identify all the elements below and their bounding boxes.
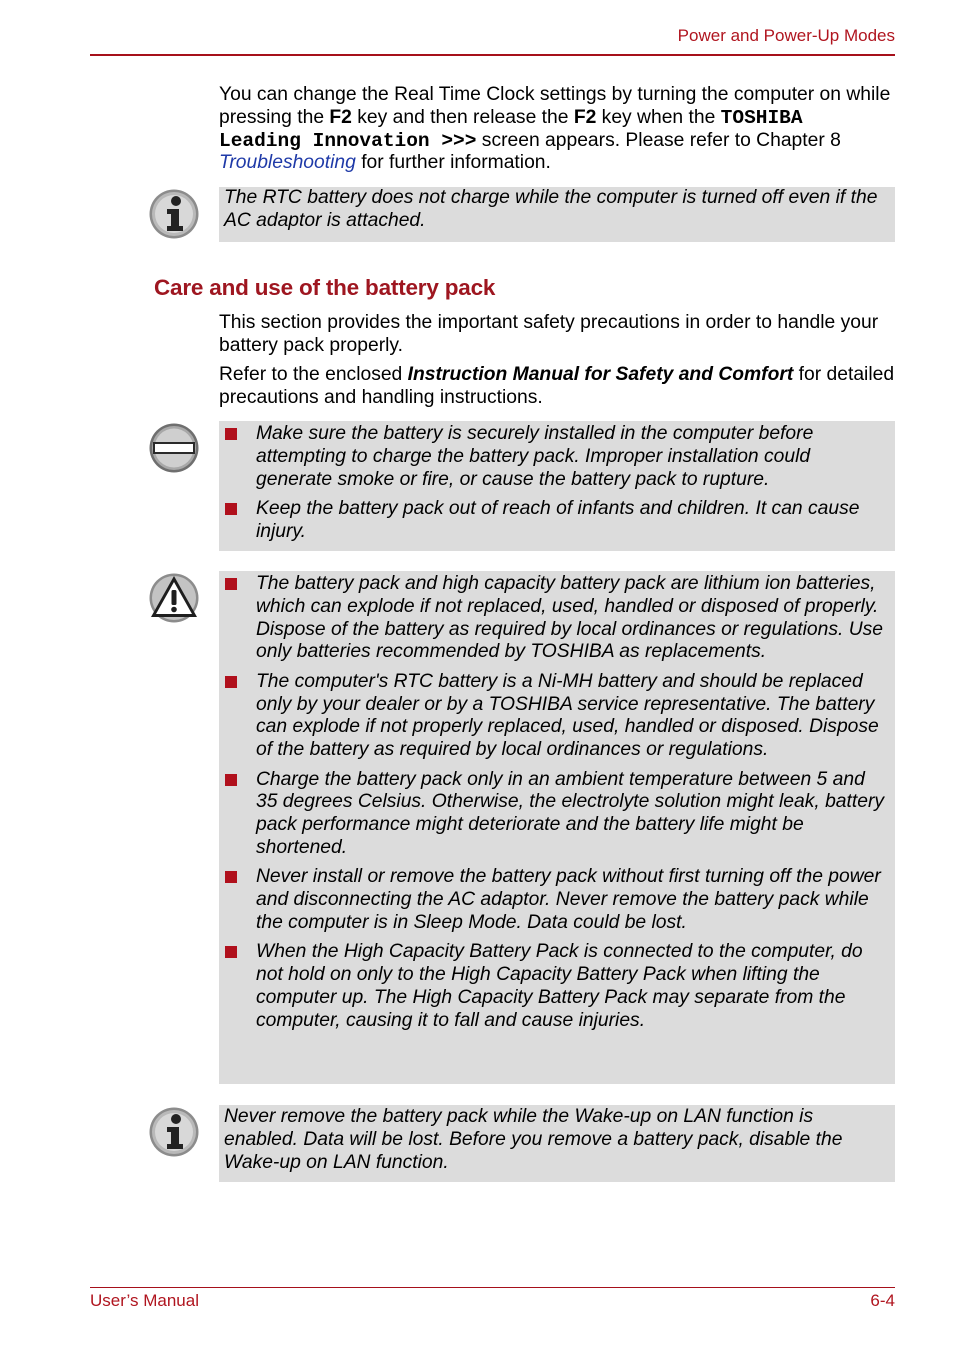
list-item — [219, 866, 895, 934]
note-wake-on-lan — [219, 1105, 895, 1182]
section-p2-text-a: Refer to the enclosed — [219, 364, 408, 385]
screen-message: TOSHIBA Leading Innovation >>> — [219, 106, 803, 152]
intro-text-3: key when the — [596, 106, 721, 128]
list-item-text: The computer's RTC battery is a Ni-MH battery and should be replaced only by your dealer or by a TOSHIBA service representative. The battery can explode if not properly replaced, used, handled or disposed. Dispose of the battery as required by local ordinances or regulations. — [256, 670, 879, 761]
footer-rule — [90, 1287, 895, 1288]
list-item — [219, 573, 895, 664]
running-header: Power and Power-Up Modes — [677, 26, 895, 45]
warning-list — [219, 573, 895, 1033]
intro-text-5: for further information. — [355, 152, 551, 174]
caution-icon — [148, 422, 200, 474]
section-paragraph-2 — [219, 364, 895, 410]
list-item-text: Charge the battery pack only in an ambient temperature between 5 and 35 degrees Celsius. Otherwise, the electrolyte solution might leak, battery pack performance might deteriorate and the battery life might be shortened. — [256, 768, 885, 858]
bullet-square-icon — [225, 774, 237, 786]
troubleshooting-link[interactable]: Troubleshooting — [219, 152, 356, 174]
header-rule — [90, 54, 895, 56]
warning-icon — [148, 572, 200, 624]
page-number: 6-4 — [870, 1291, 895, 1310]
footer-manual-title: User’s Manual — [90, 1291, 199, 1310]
key-f2: F2 — [329, 106, 352, 128]
bullet-square-icon — [225, 946, 237, 958]
list-item — [219, 423, 895, 491]
bullet-square-icon — [225, 871, 237, 883]
info-icon — [148, 1106, 200, 1158]
intro-text-4: screen appears. Please refer to Chapter 8 — [476, 129, 841, 151]
list-item-text: Make sure the battery is securely installed in the computer before attempting to charge the battery pack. Improper installation could generate smoke or fire, or cause the battery pack to rupture. — [256, 423, 814, 490]
caution-list — [219, 423, 895, 544]
info-icon — [148, 188, 200, 240]
intro-text-1: You can change the Real Time Clock settings by turning the computer on while pressing the — [219, 84, 891, 128]
note-rtc — [219, 187, 895, 242]
list-item — [219, 941, 895, 1032]
note-rtc-text: The RTC battery does not charge while the computer is turned off even if the AC adaptor is attached. — [224, 187, 878, 231]
intro-text-2: key and then release the — [351, 106, 574, 128]
list-item — [219, 769, 895, 860]
bullet-square-icon — [225, 676, 237, 688]
bullet-square-icon — [225, 503, 237, 515]
note-wol-text: Never remove the battery pack while the Wake-up on LAN function is enabled. Data will be lost. Before you remove a battery pack, disable the Wake-up on LAN function. — [224, 1106, 843, 1173]
intro-paragraph — [219, 84, 895, 175]
list-item-text: Never install or remove the battery pack without first turning off the power and disconnecting the AC adaptor. Never remove the battery pack while the computer is in Sleep Mode. Data could be lost. — [256, 866, 881, 933]
list-item-text: When the High Capacity Battery Pack is connected to the computer, do not hold on only to the High Capacity Battery Pack when lifting the computer up. The High Capacity Battery Pack may separate from the computer, causing it to fall and cause injuries. — [256, 941, 863, 1031]
bullet-square-icon — [225, 428, 237, 440]
list-item — [219, 671, 895, 762]
section-heading: Care and use of the battery pack — [154, 275, 496, 300]
caution-box — [219, 421, 895, 551]
section-paragraph-1: This section provides the important safety precautions in order to handle your battery pack properly. — [219, 312, 879, 356]
list-item-text: The battery pack and high capacity battery pack are lithium ion batteries, which can explode if not replaced, used, handled or disposed of properly. Dispose of the battery as required by local ordinances or regulations. Use only batteries recommended by TOSHIBA as replacements. — [256, 573, 883, 663]
section-p2-text-c: for detailed precautions and handling instructions. — [219, 364, 895, 408]
manual-title: Instruction Manual for Safety and Comfort — [407, 364, 794, 385]
bullet-square-icon — [225, 578, 237, 590]
list-item — [219, 498, 895, 544]
list-item-text: Keep the battery pack out of reach of infants and children. It can cause injury. — [256, 497, 860, 542]
key-f2: F2 — [573, 106, 597, 128]
warning-box — [219, 571, 895, 1084]
